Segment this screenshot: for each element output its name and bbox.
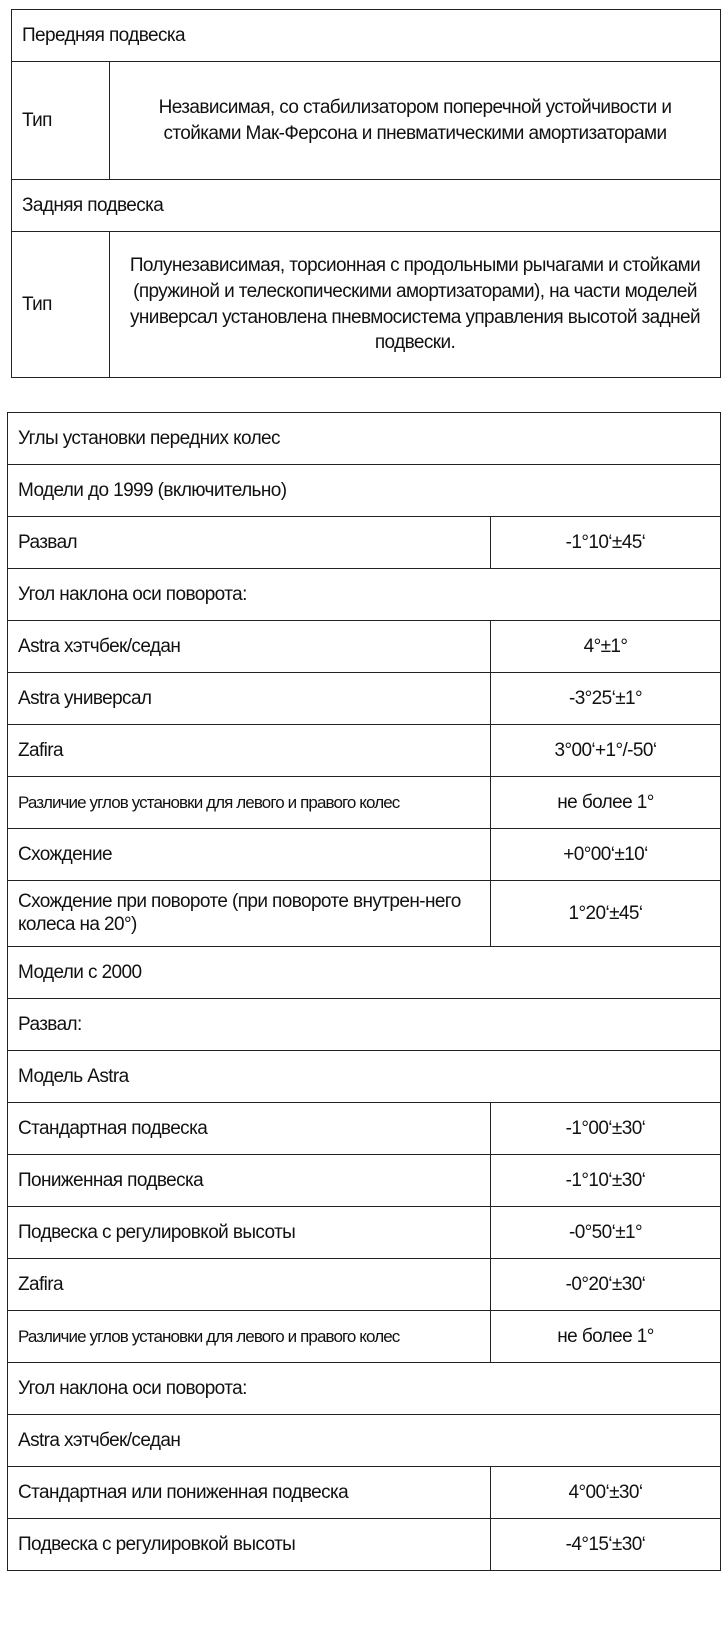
rear-type-text: Полунезависимая, торсионная с продольными рычагами и стойками (пружиной и телескопическими амортизаторами), на части моделей универсал установлена пневмосистема управления высотой задней подвески. <box>110 232 721 378</box>
astra-wagon-value: -3°25‘±1° <box>491 673 721 725</box>
astra-model-header: Модель Astra <box>8 1051 721 1103</box>
rear-type-label: Тип <box>12 232 110 378</box>
std-low-label: Стандартная или пониженная подвеска <box>8 1467 491 1519</box>
models-2000-header: Модели с 2000 <box>8 947 721 999</box>
astra-hatch2-header: Astra хэтчбек/седан <box>8 1415 721 1467</box>
diff2-value: не более 1° <box>491 1311 721 1363</box>
toe-label: Схождение <box>8 829 491 881</box>
zafira-label: Zafira <box>8 725 491 777</box>
front-type-label: Тип <box>12 62 110 180</box>
rear-suspension-header: Задняя подвеска <box>12 180 721 232</box>
diff2-label: Различие углов установки для левого и правого колес <box>8 1311 491 1363</box>
toe-turn-value: 1°20‘±45‘ <box>491 881 721 947</box>
low-label: Пониженная подвеска <box>8 1155 491 1207</box>
front-type-text: Независимая, со стабилизатором поперечной устойчивости и стойками Мак-Ферсона и пневматическими амортизаторами <box>110 62 721 180</box>
zafira2-value: -0°20‘±30‘ <box>491 1259 721 1311</box>
alignment-title: Углы установки передних колес <box>8 413 721 465</box>
adj2-label: Подвеска с регулировкой высоты <box>8 1519 491 1571</box>
astra-wagon-label: Astra универсал <box>8 673 491 725</box>
std-value: -1°00‘±30‘ <box>491 1103 721 1155</box>
low-value: -1°10‘±30‘ <box>491 1155 721 1207</box>
diff-label: Различие углов установки для левого и правого колес <box>8 777 491 829</box>
adj2-value: -4°15‘±30‘ <box>491 1519 721 1571</box>
zafira2-label: Zafira <box>8 1259 491 1311</box>
adj-value: -0°50‘±1° <box>491 1207 721 1259</box>
models-1999-header: Модели до 1999 (включительно) <box>8 465 721 517</box>
zafira-value: 3°00‘+1°/-50‘ <box>491 725 721 777</box>
camber-label: Развал <box>8 517 491 569</box>
caster-header: Угол наклона оси поворота: <box>8 569 721 621</box>
front-suspension-header: Передняя подвеска <box>12 10 721 62</box>
wheel-alignment-table <box>7 412 721 1571</box>
suspension-table <box>11 9 721 378</box>
astra-hatch-label: Astra хэтчбек/седан <box>8 621 491 673</box>
camber-value: -1°10‘±45‘ <box>491 517 721 569</box>
std-low-value: 4°00‘±30‘ <box>491 1467 721 1519</box>
toe-turn-label: Схождение при повороте (при повороте внутрен-него колеса на 20°) <box>8 881 491 947</box>
std-label: Стандартная подвеска <box>8 1103 491 1155</box>
caster2-header: Угол наклона оси поворота: <box>8 1363 721 1415</box>
adj-label: Подвеска с регулировкой высоты <box>8 1207 491 1259</box>
astra-hatch-value: 4°±1° <box>491 621 721 673</box>
diff-value: не более 1° <box>491 777 721 829</box>
toe-value: +0°00‘±10‘ <box>491 829 721 881</box>
camber2-header: Развал: <box>8 999 721 1051</box>
